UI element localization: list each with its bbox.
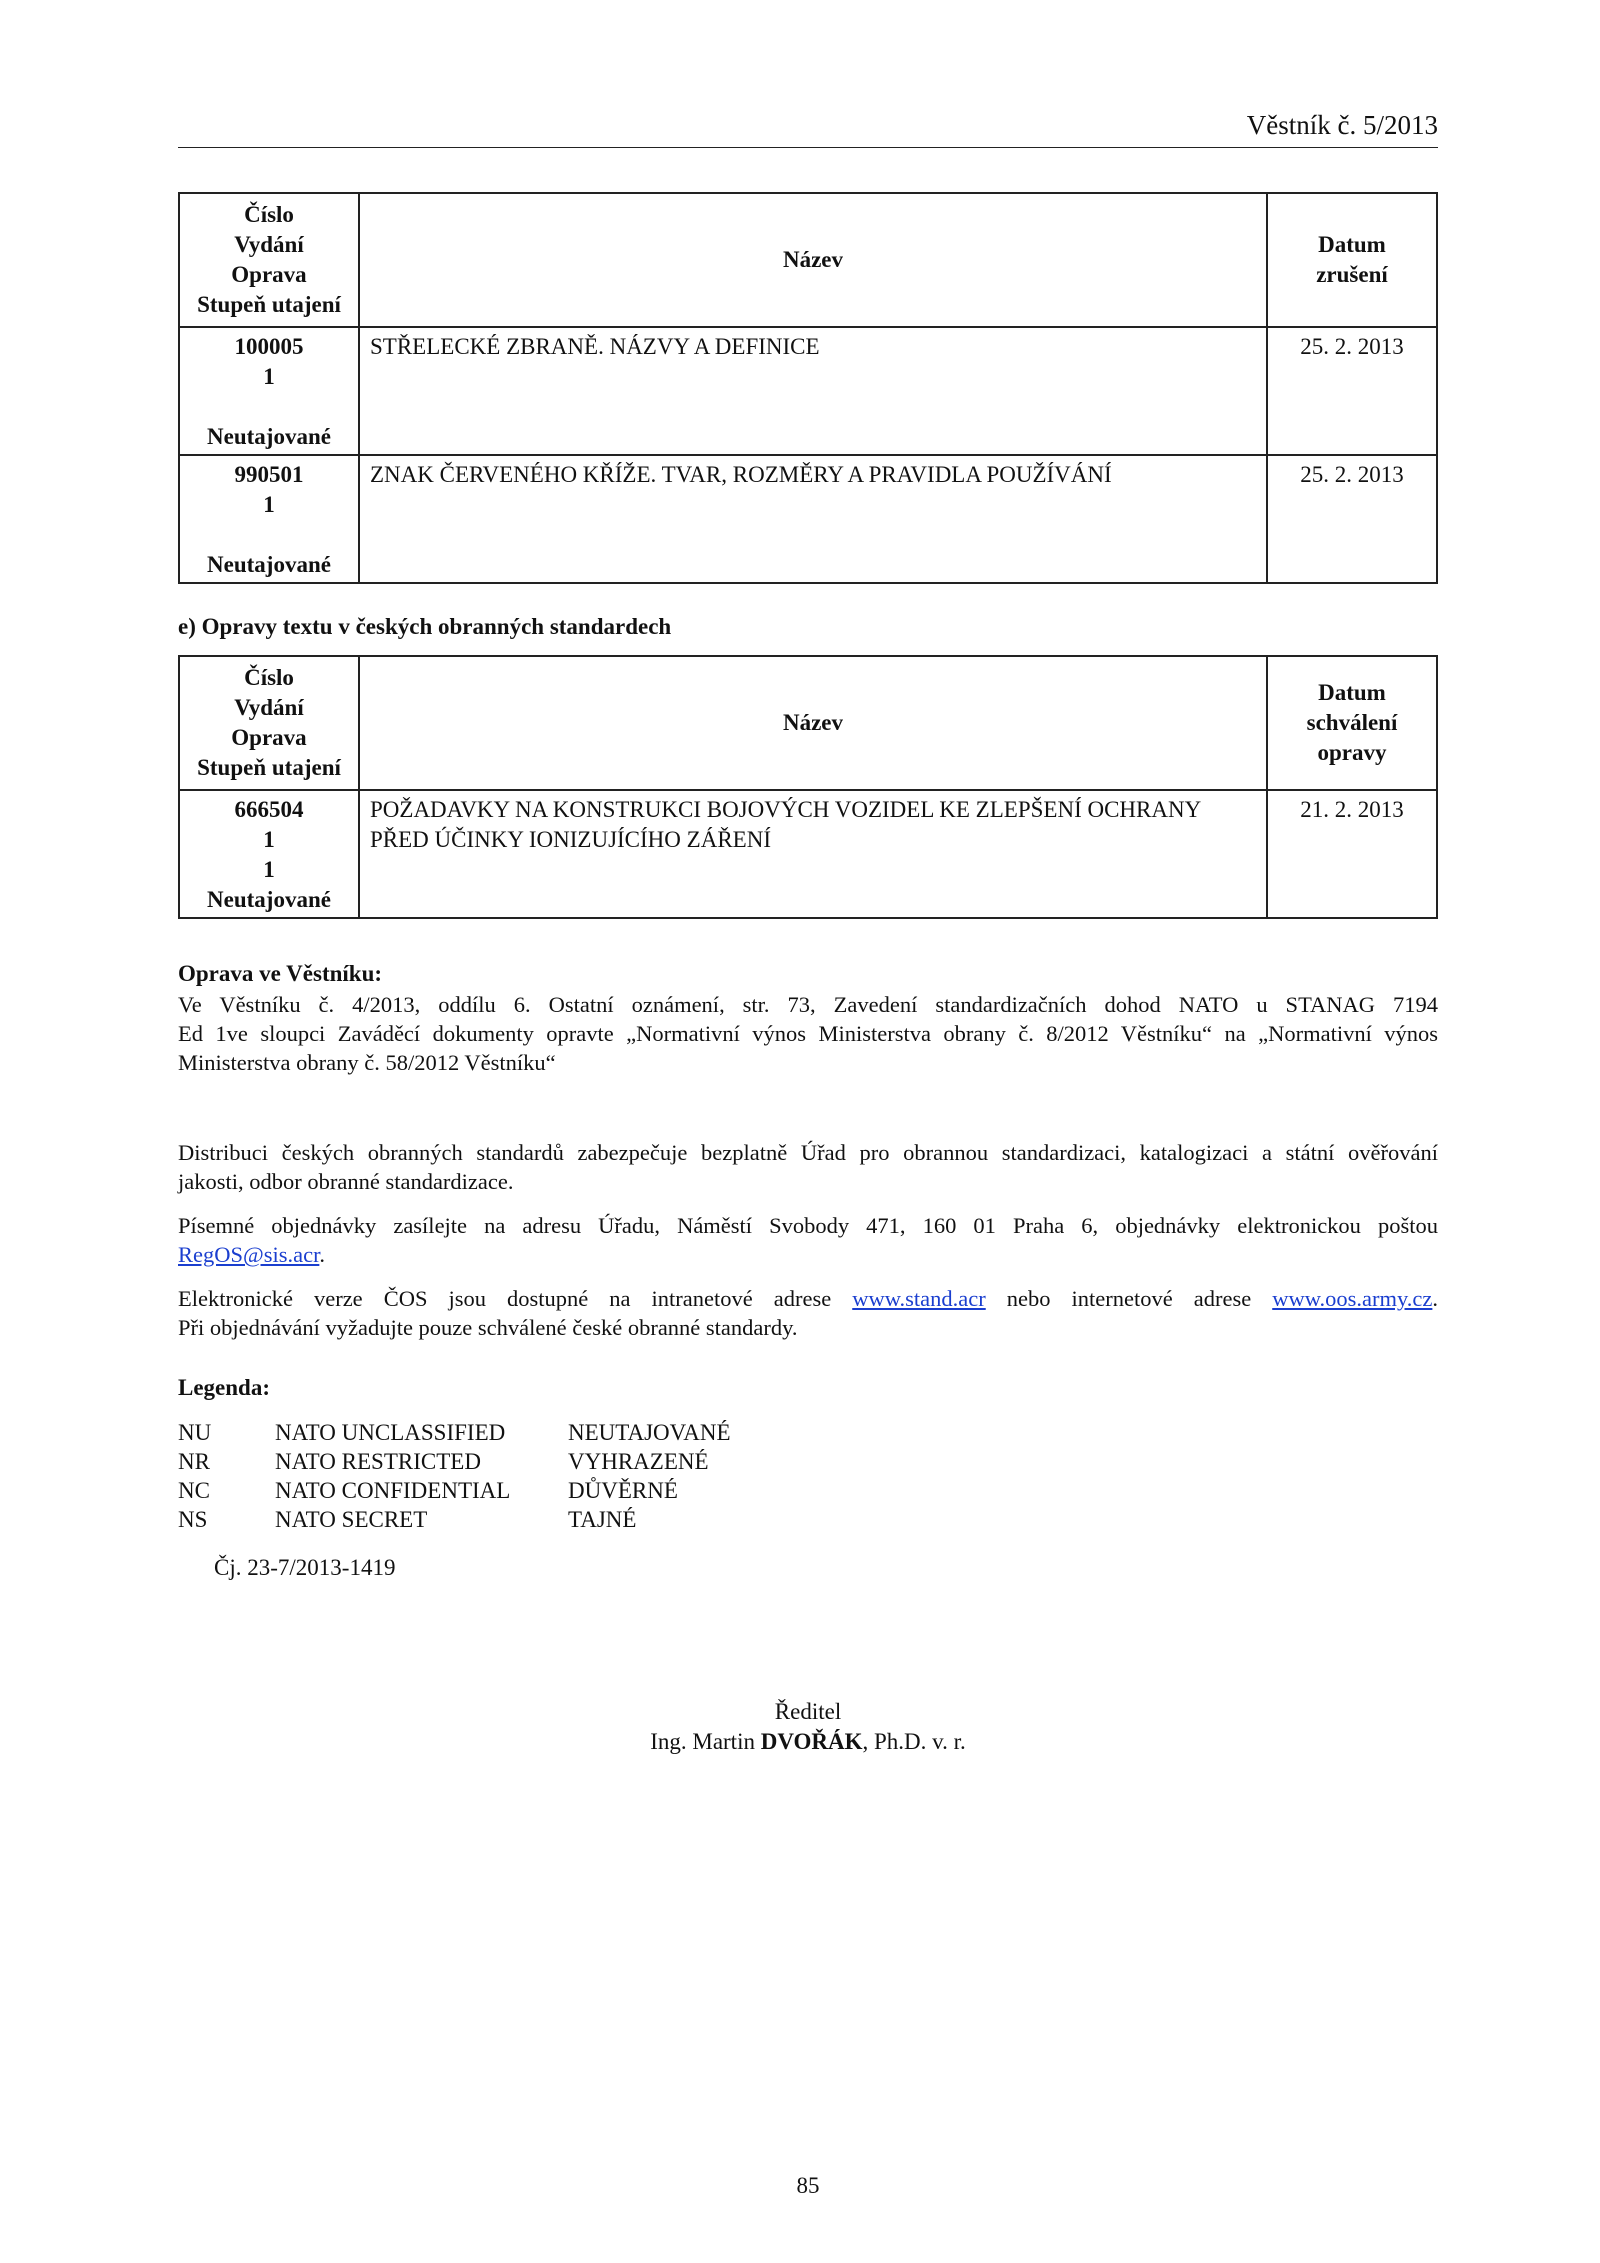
email-link[interactable]: RegOS@sis.acr <box>178 1242 320 1267</box>
standard-id-cell: 100005 1 Neutajované <box>179 327 359 455</box>
date-column-header: Datum zrušení <box>1267 193 1437 327</box>
standard-id-cell: 990501 1 Neutajované <box>179 455 359 583</box>
table-row <box>179 790 1437 918</box>
standard-date-cell: 25. 2. 2013 <box>1267 455 1437 583</box>
signature-block <box>178 1697 1438 1757</box>
id-column-header: Číslo Vydání Oprava Stupeň utajení <box>179 193 359 327</box>
table-row <box>179 327 1437 455</box>
bulletin-title: Věstník č. 5/2013 <box>1246 110 1438 140</box>
distribution-text: Distribuci českých obranných standardů zabezpečuje bezplatně Úřad pro obrannou standardizaci, katalogizaci a státní ověřování jakosti, odbor obranné standardizace. <box>178 1140 1438 1194</box>
standard-name-cell: ZNAK ČERVENÉHO KŘÍŽE. TVAR, ROZMĚRY A PRAVIDLA POUŽÍVÁNÍ <box>359 455 1267 583</box>
page-header <box>178 110 1438 148</box>
id-column-header: Číslo Vydání Oprava Stupeň utajení <box>179 656 359 790</box>
table-header-row <box>179 193 1437 327</box>
intranet-link[interactable]: www.stand.acr <box>852 1286 986 1311</box>
standard-name-cell: POŽADAVKY NA KONSTRUKCI BOJOVÝCH VOZIDEL KE ZLEPŠENÍ OCHRANY PŘED ÚČINKY IONIZUJÍCÍHO ZÁŘENÍ <box>359 790 1267 918</box>
legend-title: Legenda: <box>178 1375 270 1400</box>
correction-title: Oprava ve Věstníku: <box>178 961 383 986</box>
standard-date-cell: 25. 2. 2013 <box>1267 327 1437 455</box>
standard-date-cell: 21. 2. 2013 <box>1267 790 1437 918</box>
corrections-table <box>178 655 1438 919</box>
standard-id-cell: 666504 1 1 Neutajované <box>179 790 359 918</box>
internet-link[interactable]: www.oos.army.cz <box>1272 1286 1433 1311</box>
signature-name: Ing. Martin DVOŘÁK, Ph.D. v. r. <box>650 1729 966 1754</box>
date-column-header: Datum schválení opravy <box>1267 656 1437 790</box>
table-header-row <box>179 656 1437 790</box>
signature-role: Ředitel <box>774 1699 842 1724</box>
table-row <box>179 455 1437 583</box>
electronic-versions-text: Elektronické verze ČOS jsou dostupné na intranetové adrese www.stand.acr nebo internetové adrese www.oos.army.cz. Při objednávání vyžadujte pouze schválené české obranné standardy. <box>178 1286 1439 1340</box>
standard-name-cell: STŘELECKÉ ZBRANĚ. NÁZVY A DEFINICE <box>359 327 1267 455</box>
reference-number: Čj. 23-7/2013-1419 <box>214 1555 396 1580</box>
orders-text: Písemné objednávky zasílejte na adresu Úřadu, Náměstí Svobody 471, 160 01 Praha 6, objednávky elektronickou poštou RegOS@sis.acr. <box>178 1213 1438 1267</box>
correction-text: Ve Věstníku č. 4/2013, oddílu 6. Ostatní oznámení, str. 73, Zavedení standardizačních dohod NATO u STANAG 7194 Ed 1ve sloupci Zaváděcí dokumenty opravte „Normativní výnos Ministerstva obrany č. 8/2012 Věstníku“ na „Normativní výnos Ministerstva obrany č. 58/2012 Věstníku“ <box>178 992 1438 1075</box>
section-e-title: e) Opravy textu v českých obranných standardech <box>178 614 672 639</box>
page-number: 85 <box>796 2173 820 2198</box>
cancelled-standards-table <box>178 192 1438 584</box>
name-column-header: Název <box>359 193 1267 327</box>
name-column-header: Název <box>359 656 1267 790</box>
